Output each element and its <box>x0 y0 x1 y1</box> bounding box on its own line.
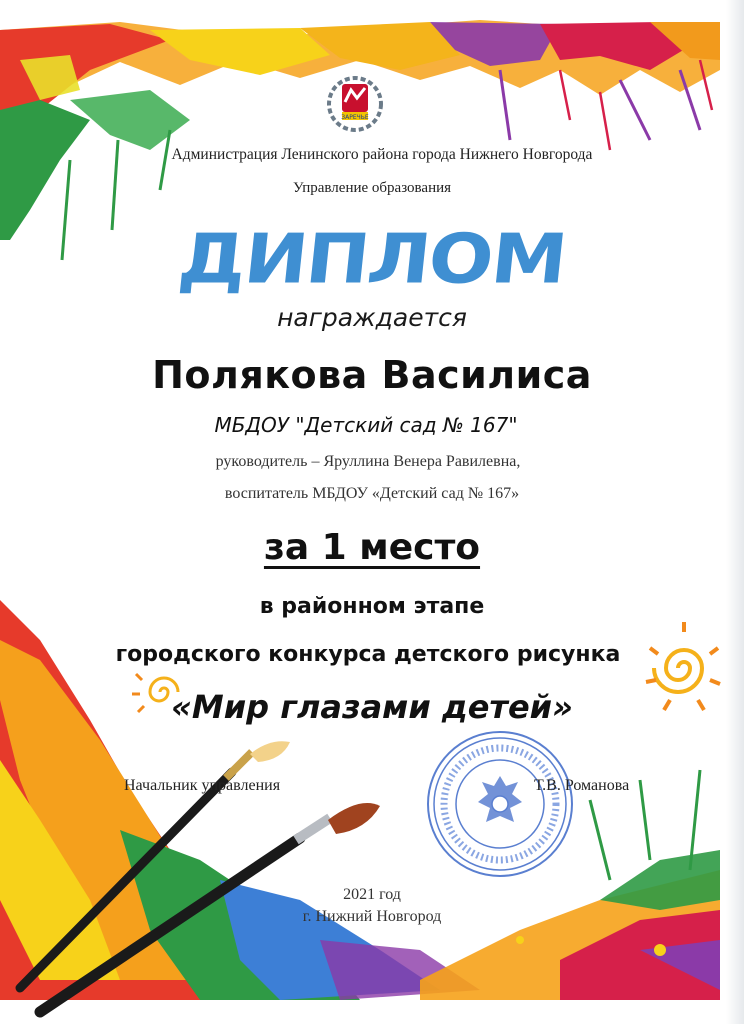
administration-title: Администрация Ленинского района города Нижнего Новгорода <box>171 146 593 163</box>
diploma-title: ДИПЛОМ <box>174 218 570 299</box>
signature-position: Начальник управления <box>124 777 281 794</box>
small-sun-icon <box>128 660 198 720</box>
recipient-name: Полякова Василиса <box>152 353 592 397</box>
contest-name: «Мир глазами детей» <box>171 688 573 726</box>
contest-text: городского конкурса детского рисунка <box>115 642 621 667</box>
stage-text: в районном этапе <box>259 594 485 619</box>
scan-edge <box>726 0 744 1024</box>
paint-brushes-icon <box>0 720 420 1020</box>
awarded-text: награждается <box>277 303 467 332</box>
sun-icon <box>640 618 724 718</box>
educator-text: воспитатель МБДОУ «Детский сад № 167» <box>224 485 520 502</box>
svg-text:ЗАРЕЧЬЕ: ЗАРЕЧЬЕ <box>341 114 369 121</box>
organization-text: МБДОУ "Детский сад № 167" <box>214 413 518 437</box>
official-seal-icon <box>424 728 576 880</box>
place-text: за 1 место <box>263 527 481 568</box>
year-text: 2021 год <box>343 886 401 903</box>
city-text: г. Нижний Новгород <box>302 908 442 925</box>
department-title: Управление образования <box>292 180 452 196</box>
district-emblem-icon <box>327 72 383 138</box>
leader-text: руководитель – Яруллина Венера Равилевна, <box>215 453 521 470</box>
signature-name: Т.В. Романова <box>534 777 630 794</box>
